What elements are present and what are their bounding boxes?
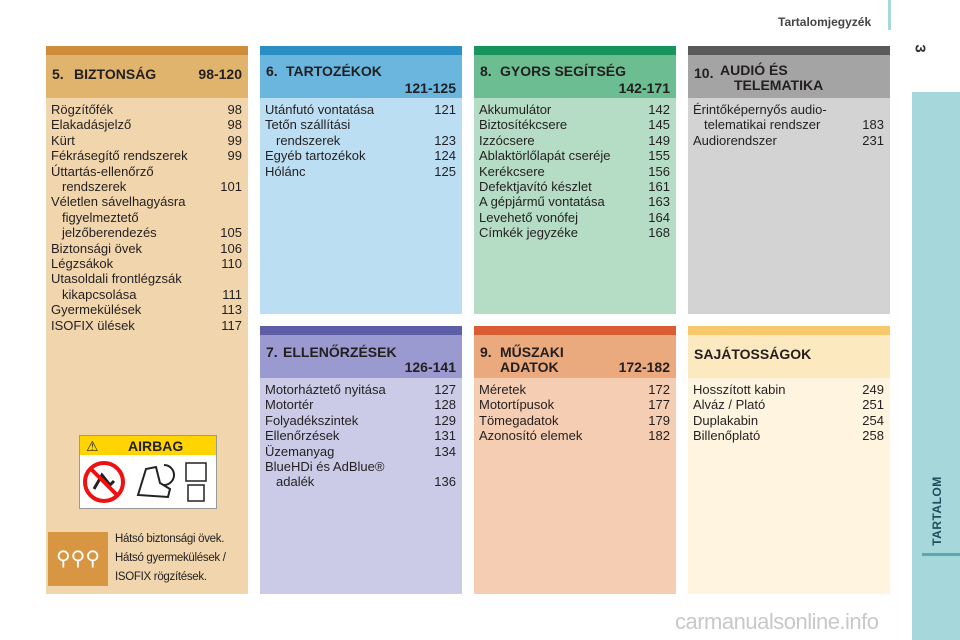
toc-entry-page: 134 [434,443,456,459]
toc-entry[interactable] [693,413,884,428]
side-tab-rule [922,553,960,556]
toc-entry-page: 101 [220,179,242,195]
section-title-line2: ADATOK [500,359,559,375]
toc-entry[interactable] [479,413,670,428]
toc-entry-page: 161 [648,179,670,195]
toc-entry-label: Hosszított kabin [693,382,786,397]
toc-entry[interactable] [479,179,670,194]
airbag-label-text: AIRBAG [128,438,184,454]
airbag-warning-label [79,435,217,509]
toc-entry-label: Utánfutó vontatása [265,102,375,117]
toc-entry-page: 145 [648,117,670,133]
toc-entry-label: BlueHDi és AdBlue® [265,459,385,475]
rear-note-line: Hátsó gyermekülések / [115,552,226,564]
toc-entry-page: 258 [862,428,884,444]
side-tab-text: TARTALOM [930,476,944,546]
side-tab-label [927,466,947,556]
section-header [474,335,676,378]
toc-entry-label-cont: jelzőberendezés [62,225,157,241]
toc-entry[interactable] [265,428,456,443]
toc-entry-label: Izzócsere [479,132,535,148]
section-title: BIZTONSÁG [74,66,157,82]
rear-note-line: ISOFIX rögzítések. [115,571,207,583]
toc-entry-label: Kürt [51,132,75,148]
toc-entry-label: Méretek [479,382,526,397]
toc-entry-label: Fékrásegítő rendszerek [51,148,188,164]
toc-entry-page: 117 [221,317,242,333]
section-header [260,55,462,98]
toc-entry[interactable] [51,302,242,317]
toc-entry-label: Ablaktörlőlapát cseréje [479,148,611,164]
toc-entry[interactable] [265,164,456,179]
rear-seats-note [115,530,247,587]
toc-entry[interactable] [693,397,884,412]
section-page-range: 172-182 [618,359,670,375]
toc-entry[interactable] [479,225,670,240]
toc-entry-page: 113 [221,302,242,318]
toc-list [51,102,242,333]
toc-entry[interactable] [51,148,242,163]
toc-entry[interactable] [51,117,242,132]
toc-entry-page: 249 [862,382,884,397]
toc-entry-page: 128 [434,397,456,413]
section-title-line2: TELEMATIKA [734,77,824,93]
toc-entry[interactable] [265,382,456,397]
toc-entry-label: Biztonsági övek [51,240,143,256]
toc-entry-page: 127 [434,382,456,397]
toc-entry-label-cont: figyelmeztető [62,209,139,225]
toc-entry-page: 179 [648,412,670,428]
section-page-range: 98-120 [198,66,242,82]
toc-entry-page: 177 [648,397,670,413]
section-header [688,335,890,378]
toc-entry-label: Biztosítékcsere [479,117,568,133]
toc-entry[interactable] [479,117,670,132]
section-color-bar [46,46,248,55]
toc-entry-label: Úttartás-ellenőrző [51,163,154,179]
section-number: 6. [266,63,278,79]
toc-entry[interactable] [479,148,670,163]
toc-entry-page: 254 [862,412,884,428]
toc-entry-page: 156 [648,163,670,179]
toc-entry-label: ISOFIX ülések [51,317,135,333]
toc-entry[interactable] [51,133,242,148]
toc-entry[interactable] [51,194,242,240]
section-header [46,55,248,98]
section-number: 9. [480,344,492,360]
section-title: AUDIÓ ÉS [720,62,788,78]
section-page-range: 142-171 [618,80,670,96]
toc-entry-label-cont: telematikai rendszer [704,117,821,133]
toc-entry[interactable] [51,241,242,256]
section-header [260,335,462,378]
section-page-range: 121-125 [404,80,456,96]
section-color-bar [688,46,890,55]
page-number: 3 [911,44,929,53]
toc-entry-page: 110 [221,256,242,272]
section-muszaki-adatok [474,326,676,594]
toc-entry-label: Duplakabin [693,412,759,428]
toc-entry-page: 123 [434,132,456,148]
toc-entry-page: 125 [434,163,456,179]
toc-list [693,102,884,148]
toc-entry[interactable] [693,428,884,443]
toc-entry[interactable] [51,256,242,271]
toc-entry-page: 251 [862,397,884,413]
section-tartozekok [260,46,462,314]
toc-entry-label-cont: adalék [276,474,315,490]
toc-entry-label: Motortípusok [479,397,555,413]
toc-entry-page: 231 [862,132,884,148]
toc-entry-label: Billenőplató [693,428,761,444]
toc-entry-label: Címkék jegyzéke [479,225,578,241]
toc-entry[interactable] [479,210,670,225]
toc-entry-label: Elakadásjelző [51,117,132,133]
toc-entry-label: Defektjavító készlet [479,179,592,195]
toc-entry-page: 124 [434,148,456,164]
toc-entry[interactable] [265,102,456,117]
section-body [474,98,676,314]
section-biztonsag [46,46,248,594]
toc-entry[interactable] [479,194,670,209]
section-title: SAJÁTOSSÁGOK [694,346,812,362]
toc-entry-label: Véletlen sávelhagyásra [51,194,186,210]
section-gyors-segitseg [474,46,676,314]
airbag-label-banner [80,436,216,455]
toc-entry[interactable] [479,382,670,397]
section-body [688,378,890,594]
toc-entry[interactable] [479,102,670,117]
toc-entry-page: 121 [434,102,456,117]
section-body [46,98,248,594]
section-ellenorzesek [260,326,462,594]
toc-entry[interactable] [693,382,884,397]
section-title: MŰSZAKI [500,344,564,360]
toc-list [479,382,670,444]
toc-entry-label: Akkumulátor [479,102,552,117]
toc-list [265,382,456,490]
section-color-bar [260,46,462,55]
toc-entry[interactable] [265,413,456,428]
toc-entry-page: 111 [222,286,242,302]
toc-entry-label: Egyéb tartozékok [265,148,366,164]
toc-entry-label: Kerékcsere [479,163,545,179]
toc-entry-label: Ellenőrzések [265,428,340,444]
toc-entry[interactable] [479,397,670,412]
warning-triangle-icon: ⚠ [86,438,99,454]
toc-entry-page: 155 [648,148,670,164]
toc-list [479,102,670,241]
section-number: 7. [266,344,278,360]
toc-entry-page: 183 [862,117,884,133]
section-color-bar [688,326,890,335]
toc-entry-page: 149 [648,132,670,148]
toc-entry[interactable] [265,444,456,459]
section-body [260,378,462,594]
toc-entry[interactable] [479,428,670,443]
toc-entry-label-cont: rendszerek [276,132,341,148]
toc-entry-label: Hólánc [265,163,306,179]
toc-entry-page: 129 [434,412,456,428]
toc-entry[interactable] [479,133,670,148]
toc-entry[interactable] [51,318,242,333]
header-divider [888,0,891,30]
section-number: 5. [52,66,64,82]
toc-entry-page: 163 [648,194,670,210]
toc-entry-label: Audiorendszer [693,132,777,148]
toc-entry[interactable] [51,164,242,195]
toc-list [265,102,456,179]
toc-entry-label: Utasoldali frontlégzsák [51,271,182,287]
section-number: 8. [480,63,492,79]
section-page-range: 126-141 [404,359,456,375]
section-body [474,378,676,594]
toc-entry-page: 142 [648,102,670,117]
toc-entry[interactable] [479,164,670,179]
section-title: TARTOZÉKOK [286,63,382,79]
toc-entry-label-cont: kikapcsolása [62,286,137,302]
toc-entry-label: Folyadékszintek [265,412,359,428]
toc-entry-page: 98 [227,117,242,133]
toc-entry[interactable] [693,133,884,148]
section-color-bar [474,46,676,55]
toc-entry-page: 106 [220,240,242,256]
toc-entry[interactable] [265,117,456,148]
toc-entry-page: 168 [648,225,670,241]
toc-entry[interactable] [265,459,456,490]
toc-entry-label: A gépjármű vontatása [479,194,605,210]
toc-entry-label: Légzsákok [51,256,114,272]
rear-note-line: Hátsó biztonsági övek. [115,533,225,545]
section-header [474,55,676,98]
toc-entry-label: Azonosító elemek [479,428,583,444]
toc-entry-label: Rögzítőfék [51,102,114,117]
section-body [260,98,462,314]
toc-entry[interactable] [51,271,242,302]
toc-list [693,382,884,444]
toc-entry-label: Levehető vonófej [479,209,579,225]
section-audio-telematika [688,46,890,314]
section-body [688,98,890,314]
toc-entry-page: 105 [220,225,242,241]
toc-entry-label: Gyermekülések [51,302,142,318]
section-title: GYORS SEGÍTSÉG [500,63,627,79]
toc-entry-page: 99 [227,132,242,148]
toc-entry-label: Motortér [265,397,314,413]
toc-entry-page: 182 [648,428,670,444]
toc-entry[interactable] [265,397,456,412]
section-sajatossagok [688,326,890,594]
section-title: ELLENŐRZÉSEK [283,344,397,360]
watermark: carmanualsonline.info [675,609,879,634]
toc-entry[interactable] [51,102,242,117]
page-header-title: Tartalomjegyzék [778,15,872,29]
toc-entry-label: Üzemanyag [265,443,335,459]
side-tab [912,92,960,640]
toc-entry[interactable] [693,102,884,133]
toc-entry-page: 164 [648,209,670,225]
toc-entry-label: Érintőképernyős audio- [693,102,827,117]
toc-entry-page: 98 [227,102,242,117]
section-color-bar [260,326,462,335]
section-number: 10. [694,65,714,81]
toc-entry-label-cont: rendszerek [62,179,127,195]
rear-seat-belts-icon: ⚲⚲⚲ [48,532,108,586]
toc-entry-label: Motorháztető nyitása [265,382,386,397]
toc-entry-page: 99 [227,148,242,164]
toc-entry-label: Alváz / Plató [693,397,766,413]
toc-entry-page: 131 [434,428,456,444]
child-seat-warning-icon [80,455,216,507]
toc-entry[interactable] [265,148,456,163]
toc-entry-page: 172 [648,382,670,397]
section-header [688,55,890,98]
toc-entry-label: Tömegadatok [479,412,559,428]
section-color-bar [474,326,676,335]
toc-entry-page: 136 [434,474,456,490]
toc-entry-label: Tetőn szállítási [265,117,351,133]
